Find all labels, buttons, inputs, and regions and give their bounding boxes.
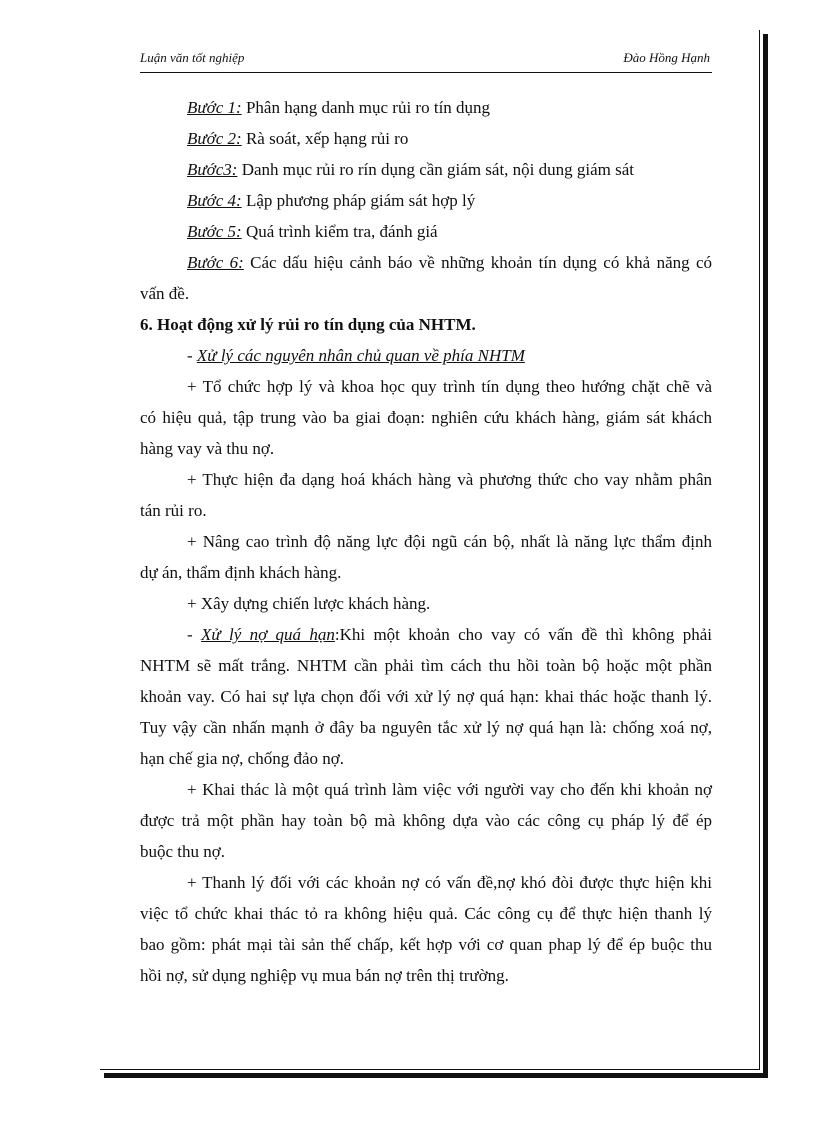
header-author: Đào Hồng Hạnh xyxy=(623,50,710,65)
subsection-1-title: Xử lý các nguyên nhân chủ quan về phía NHTM xyxy=(196,346,525,365)
paragraph-line: Tuy vậy cần nhấn mạnh ở đây ba nguyên tắc xử lý nợ quá hạn là: chống xoá nợ, xyxy=(140,718,712,737)
step-5-text: Quá trình kiểm tra, đánh giá xyxy=(241,222,438,241)
step-1-text: Phân hạng danh mục rủi ro tín dụng xyxy=(241,98,491,117)
step-3-text: Danh mục rủi ro rín dụng cần giám sát, nội dung giám sát xyxy=(237,160,635,179)
subsection-2-prefix: - xyxy=(187,625,202,644)
page-header xyxy=(140,50,710,70)
paragraph-line: + Thực hiện đa dạng hoá khách hàng và phương thức cho vay nhằm phân xyxy=(187,470,712,489)
step-6-text: Các dấu hiệu cảnh báo về những khoản tín dụng có khả năng có xyxy=(243,253,713,272)
step-2-label: Bước 2: xyxy=(187,129,242,148)
step-3-label: Bước3: xyxy=(187,160,238,179)
section-heading: 6. Hoạt động xử lý rủi ro tín dụng của NHTM. xyxy=(140,315,476,334)
subsection-2-text: :Khi một khoản cho vay có vấn đề thì không phải xyxy=(334,625,712,644)
paragraph-line: bao gồm: phát mại tài sản thế chấp, kết hợp với cơ quan phap lý để ép buộc thu xyxy=(140,935,712,954)
step-6-label: Bước 6: xyxy=(187,253,244,272)
paragraph-line: NHTM sẽ mất trắng. NHTM cần phải tìm cách thu hồi toàn bộ hoặc một phần xyxy=(140,656,712,675)
step-6 xyxy=(140,247,712,278)
step-5-label: Bước 5: xyxy=(187,222,242,241)
paragraph-line: + Nâng cao trình độ năng lực đội ngũ cán bộ, nhất là năng lực thẩm định xyxy=(187,532,712,551)
paragraph-line: có hiệu quả, tập trung vào ba giai đoạn: nghiên cứu khách hàng, giám sát khách xyxy=(140,408,712,427)
paragraph-line: buộc thu nợ. xyxy=(140,842,226,861)
paragraph-line: + Tổ chức hợp lý và khoa học quy trình tín dụng theo hướng chặt chẽ và xyxy=(187,377,712,396)
paragraph-line: hàng vay và thu nợ. xyxy=(140,439,275,458)
paragraph-line: + Thanh lý đối với các khoản nợ có vấn đề,nợ khó đòi được thực hiện khi xyxy=(187,873,712,892)
step-2 xyxy=(140,123,712,154)
step-6-continuation: vấn đề. xyxy=(140,284,190,303)
step-4-text: Lập phương pháp giám sát hợp lý xyxy=(241,191,476,210)
step-3 xyxy=(140,154,712,185)
paragraph-line: tán rủi ro. xyxy=(140,501,207,520)
subsection-2-title: Xử lý nợ quá hạn xyxy=(201,625,335,644)
header-thesis-title: Luận văn tốt nghiệp xyxy=(140,50,245,65)
paragraph-line: việc tổ chức khai thác tỏ ra không hiệu quả. Các công cụ để thực hiện thanh lý xyxy=(140,904,712,923)
step-5 xyxy=(140,216,712,247)
step-1 xyxy=(140,92,712,123)
paragraph-line: được trả một phần hay toàn bộ mà không dựa vào các công cụ pháp lý để ép xyxy=(140,811,712,830)
step-1-label: Bước 1: xyxy=(187,98,242,117)
subsection-1-prefix: - xyxy=(187,346,197,365)
paragraph-line: hồi nợ, sử dụng nghiệp vụ mua bán nợ trên thị trường. xyxy=(140,966,509,985)
step-2-text: Rà soát, xếp hạng rủi ro xyxy=(241,129,409,148)
paragraph-line: + Xây dựng chiến lược khách hàng. xyxy=(187,594,431,613)
paragraph-line: + Khai thác là một quá trình làm việc với người vay cho đến khi khoản nợ xyxy=(187,780,712,799)
subsection-1 xyxy=(140,340,712,371)
paragraph-line: khoản vay. Có hai sự lựa chọn đối với xử lý nợ quá hạn: khai thác hoặc thanh lý. xyxy=(140,687,712,706)
paragraph-line: dự án, thẩm định khách hàng. xyxy=(140,563,342,582)
document-body xyxy=(140,92,712,991)
step-4-label: Bước 4: xyxy=(187,191,242,210)
subsection-2 xyxy=(140,619,712,650)
step-4 xyxy=(140,185,712,216)
header-divider xyxy=(140,72,712,73)
paragraph-line: hạn chế gia nợ, chống đảo nợ. xyxy=(140,749,344,768)
